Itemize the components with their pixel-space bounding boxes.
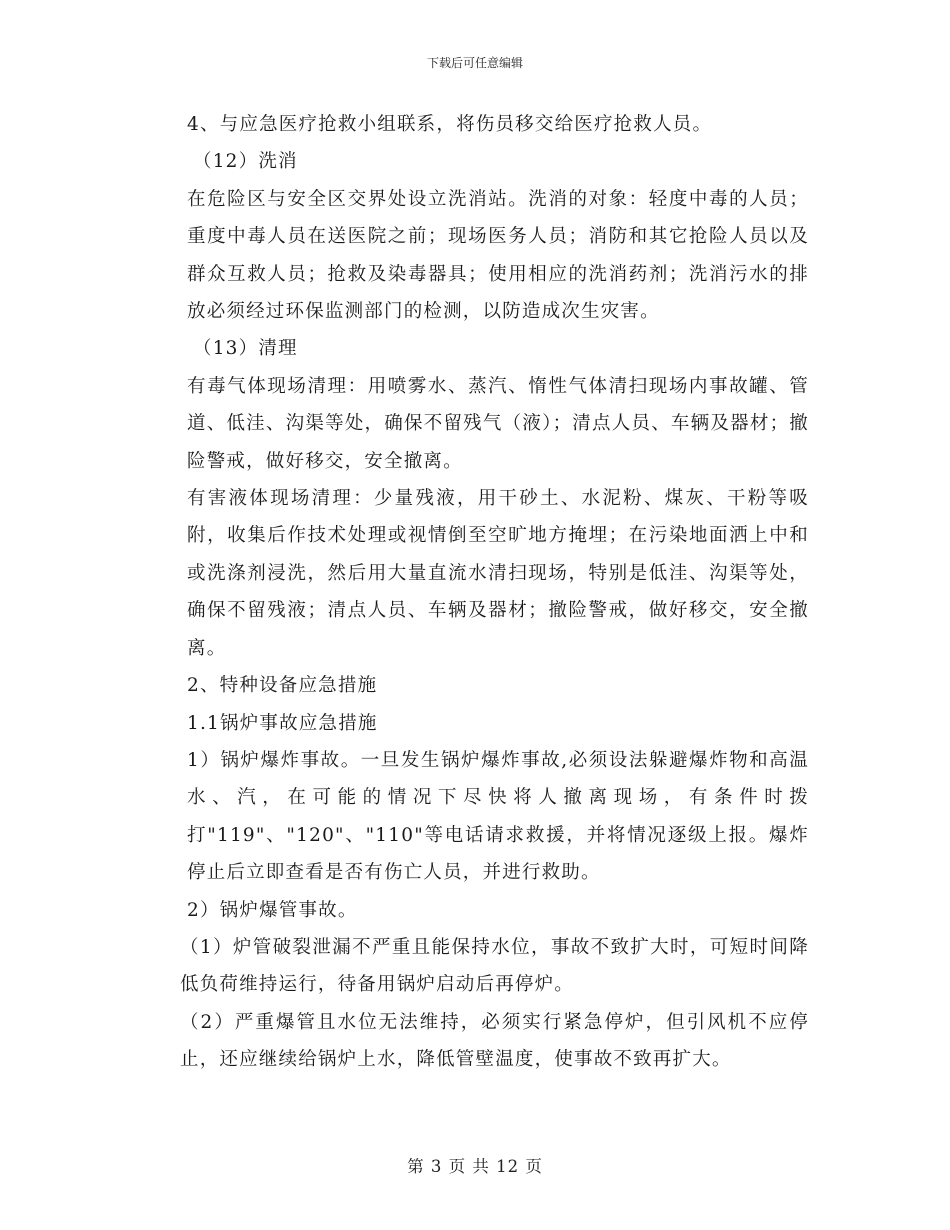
paragraph-text: 在危险区与安全区交界处设立洗消站。洗消的对象：轻度中毒的人员；重度中毒人员在送医院之前；现场医务人员；消防和其它抢险人员以及群众互救人员；抢救及染毒器具；使用相应的洗消药剂；洗消污水的排放必须经过环保监测部门的检测，以防造成次生灾害。 [187,188,809,323]
paragraph [143,667,809,704]
page-number: 第 3 页 共 12 页 [407,1157,543,1176]
document-body [143,106,809,1079]
paragraph-text: （13）清理 [193,338,298,360]
paragraph-text: （12）洗消 [193,151,298,173]
paragraph [143,106,809,143]
paragraph [143,480,809,667]
paragraph-text: （1）炉管破裂泄漏不严重且能保持水位，事故不致扩大时，可短时间降低负荷维持运行，待备用锅炉启动后再停炉。 [180,936,809,996]
paragraph [143,368,809,480]
paragraph-text: 2、特种设备应急措施 [187,675,378,697]
paragraph [143,742,809,892]
paragraph-text: 有害液体现场清理：少量残液，用干砂土、水泥粉、煤灰、干粉等吸附，收集后作技术处理或视情倒至空旷地方掩埋；在污染地面洒上中和或洗涤剂浸洗，然后用大量直流水清扫现场，特别是低洼、沟渠等处，确保不留残液；清点人员、车辆及器材；撤险警戒，做好移交，安全撤离。 [187,488,809,659]
paragraph-text: 1.1锅炉事故应急措施 [187,712,378,734]
paragraph-text: （2）严重爆管且水位无法维持，必须实行紧急停炉，但引风机不应停止，还应继续给锅炉上水，降低管壁温度，使事故不致再扩大。 [180,1011,809,1071]
paragraph-text: 4、与应急医疗抢救小组联系，将伤员移交给医疗抢救人员。 [187,114,713,135]
paragraph-text: 2）锅炉爆管事故。 [187,899,358,921]
paragraph-text: 有毒气体现场清理：用喷雾水、蒸汽、惰性气体清扫现场内事故罐、管道、低洼、沟渠等处，确保不留残气（液）；清点人员、车辆及器材；撤险警戒，做好移交，安全撤离。 [187,375,809,472]
paragraph [143,705,809,742]
paragraph [143,1004,809,1079]
paragraph-text: 1）锅炉爆炸事故。一旦发生锅炉爆炸事故,必须设法躲避爆炸物和高温水、汽，在可能的情况下尽快将人撤离现场，有条件时拨打"119"、"120"、"110"等电话请求救援，并将情况逐级上报。爆炸停止后立即查看是否有伤亡人员，并进行救助。 [187,749,809,884]
paragraph [143,181,809,331]
page-header: 下载后可任意编辑 [426,56,523,70]
paragraph [143,929,809,1004]
paragraph [143,330,809,367]
paragraph [143,892,809,929]
paragraph [143,143,809,180]
